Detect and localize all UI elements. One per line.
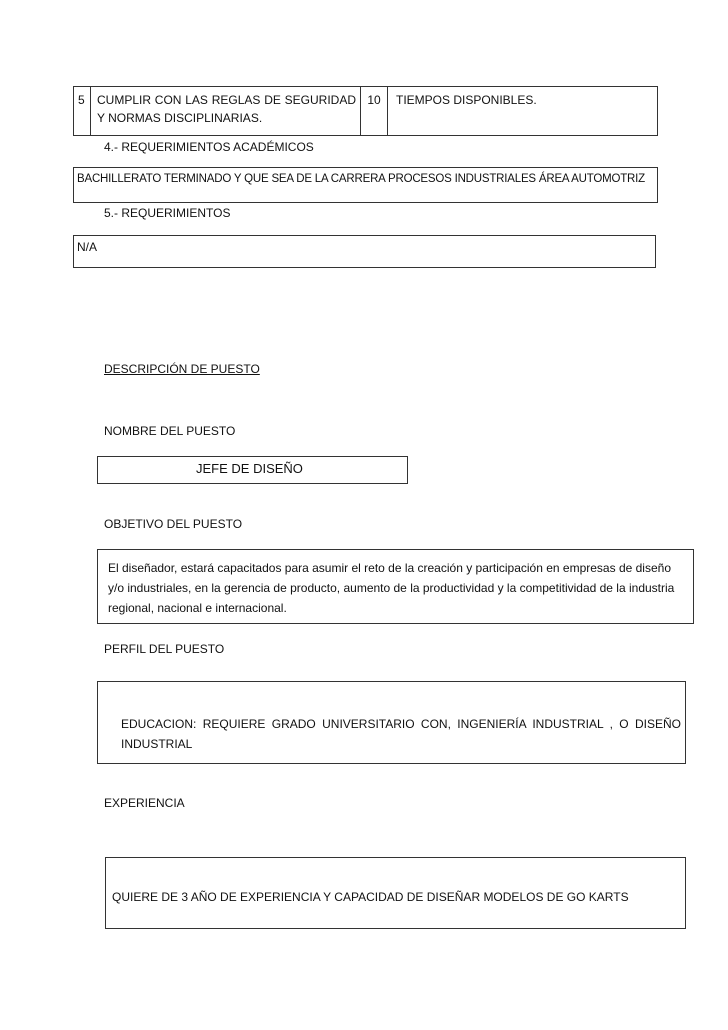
academic-content: BACHILLERATO TERMINADO Y QUE SEA DE LA CARRERA PROCESOS INDUSTRIALES ÁREA AUTOMOTRIZ <box>73 167 658 203</box>
row-value: 10 <box>361 87 388 135</box>
row-requirement: CUMPLIR CON LAS REGLAS DE SEGURIDAD Y NORMAS DISCIPLINARIAS. <box>91 87 361 135</box>
experience-text: QUIERE DE 3 AÑO DE EXPERIENCIA Y CAPACIDAD DE DISEÑAR MODELOS DE GO KARTS <box>112 890 629 904</box>
requirements-content: N/A <box>73 235 656 268</box>
profile-label: PERFIL DEL PUESTO <box>104 642 225 656</box>
description-title: DESCRIPCIÓN DE PUESTO <box>104 362 260 376</box>
experience-box <box>105 857 686 929</box>
requirements-table-row <box>73 86 658 136</box>
objective-label: OBJETIVO DEL PUESTO <box>104 517 243 531</box>
row-number: 5 <box>74 87 91 135</box>
row-note: TIEMPOS DISPONIBLES. <box>396 93 537 107</box>
objective-box <box>97 549 694 624</box>
job-name-field <box>97 456 408 484</box>
academic-heading: 4.- REQUERIMIENTOS ACADÉMICOS <box>104 140 314 154</box>
objective-text: El diseñador, estará capacitados para asumir el reto de la creación y participación en empresas de diseño y/o industriales, en la gerencia de producto, aumento de la productividad y la competitividad de la industria regional, nacional e internacional. <box>108 561 675 615</box>
job-name-value: JEFE DE DISEÑO <box>196 461 303 476</box>
requirements-heading: 5.- REQUERIMIENTOS <box>104 206 231 220</box>
job-name-label: NOMBRE DEL PUESTO <box>104 424 236 438</box>
profile-text: EDUCACION: REQUIERE GRADO UNIVERSITARIO CON, INGENIERÍA INDUSTRIAL , O DISEÑO INDUSTRIAL <box>121 717 681 751</box>
profile-box <box>97 681 686 764</box>
experience-label: EXPERIENCIA <box>104 796 185 810</box>
